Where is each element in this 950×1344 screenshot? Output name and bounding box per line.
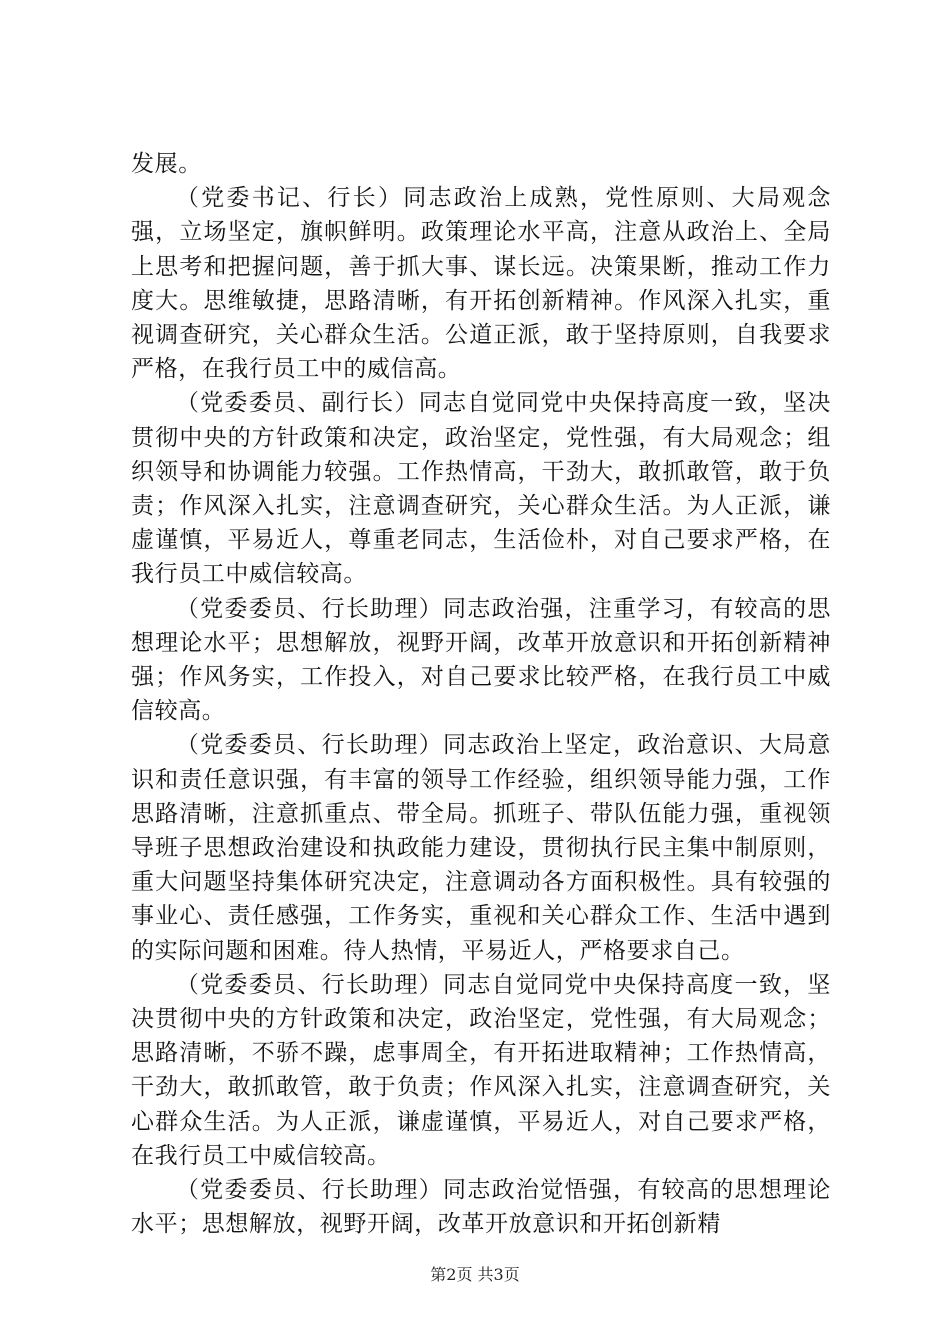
paragraph: （党委委员、行长助理）同志政治觉悟强，有较高的思想理论水平；思想解放，视野开阔，改革开放意识和开拓创新精 [131,1177,831,1238]
page-footer: 第2页 共3页 [430,1265,520,1284]
paragraph: （党委委员、行长助理）同志政治强，注重学习，有较高的思想理论水平；思想解放，视野开阔，改革开放意识和开拓创新精神强；作风务实，工作投入，对自己要求比较严格，在我行员工中威信较高。 [131,595,831,725]
paragraph: 发展。 [131,151,202,177]
paragraph: （党委委员、行长助理）同志政治上坚定，政治意识、大局意识和责任意识强，有丰富的领导工作经验，组织领导能力强，工作思路清晰，注意抓重点、带全局。抓班子、带队伍能力强，重视领导班子思想政治建设和执政能力建设，贯彻执行民主集中制原则，重大问题坚持集体研究决定，注意调动各方面积极性。具有较强的事业心、责任感强，工作务实，重视和关心群众工作、生活中遇到的实际问题和困难。待人热情，平易近人，严格要求自己。 [131,732,831,964]
paragraph: （党委委员、行长助理）同志自觉同党中央保持高度一致，坚决贯彻中央的方针政策和决定，政治坚定，党性强，有大局观念；思路清晰，不骄不躁，虑事周全，有开拓进取精神；工作热情高，干劲大，敢抓敢管，敢于负责；作风深入扎实，注意调查研究，关心群众生活。为人正派，谦虚谨慎，平易近人，对自己要求严格，在我行员工中威信较高。 [131,971,831,1169]
document-body [131,147,831,1242]
paragraph: （党委委员、副行长）同志自觉同党中央保持高度一致，坚决贯彻中央的方针政策和决定，政治坚定，党性强，有大局观念；组织领导和协调能力较强。工作热情高，干劲大，敢抓敢管，敢于负责；作风深入扎实，注意调查研究，关心群众生活。为人正派，谦虚谨慎，平易近人，尊重老同志，生活俭朴，对自己要求严格，在我行员工中威信较高。 [131,390,831,588]
paragraph: （党委书记、行长）同志政治上成熟，党性原则、大局观念强，立场坚定，旗帜鲜明。政策理论水平高，注意从政治上、全局上思考和把握问题，善于抓大事、谋长远。决策果断，推动工作力度大。思维敏捷，思路清晰，有开拓创新精神。作风深入扎实，重视调查研究，关心群众生活。公道正派，敢于坚持原则，自我要求严格，在我行员工中的威信高。 [131,185,831,383]
